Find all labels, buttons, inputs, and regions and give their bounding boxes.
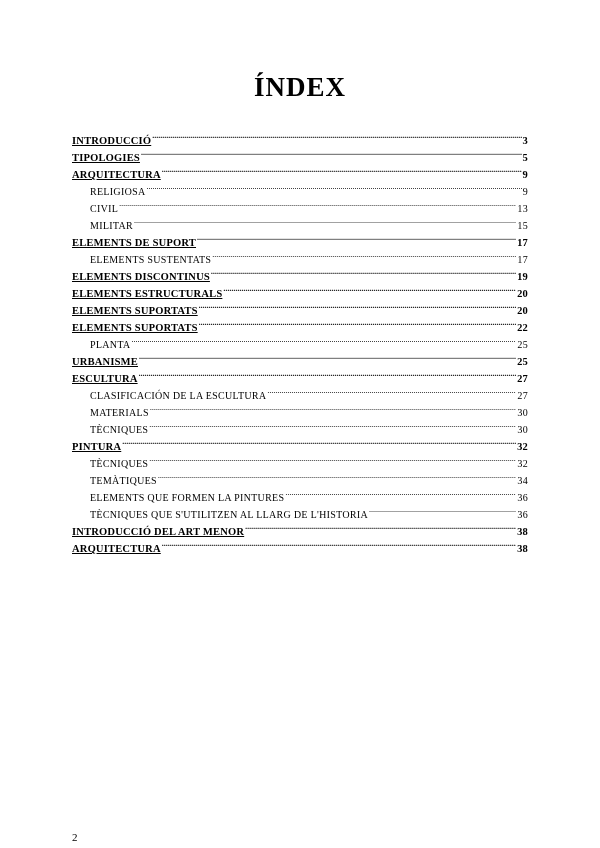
toc-entry-page: 15 xyxy=(517,221,528,232)
toc-dot-leader xyxy=(146,178,521,195)
toc-entry-page: 17 xyxy=(517,238,528,249)
toc-entry-label[interactable]: INTRODUCCIÓ DEL ART MENOR xyxy=(72,527,245,538)
toc-entry[interactable] xyxy=(72,229,528,249)
toc-entry-page: 32 xyxy=(517,459,528,470)
toc-entry-label[interactable]: ELEMENTS SUPORTATS xyxy=(72,306,198,317)
toc-entry-page: 30 xyxy=(517,408,528,419)
toc-dot-leader xyxy=(150,399,517,416)
toc-entry-label[interactable]: ESCULTURA xyxy=(72,374,138,385)
toc-entry-label[interactable]: ELEMENTS QUE FORMEN LA PINTURES xyxy=(90,493,285,504)
toc-dot-leader xyxy=(149,416,516,433)
toc-dot-leader xyxy=(119,195,516,212)
toc-entry[interactable] xyxy=(72,161,528,181)
toc-entry-page: 20 xyxy=(517,306,528,317)
toc-entry-label[interactable]: ARQUITECTURA xyxy=(72,170,161,181)
toc-entry-page: 32 xyxy=(517,442,528,453)
toc-entry[interactable] xyxy=(72,127,528,147)
toc-dot-leader xyxy=(122,433,516,450)
toc-entry-page: 34 xyxy=(517,476,528,487)
toc-dot-leader xyxy=(199,314,516,331)
toc-dot-leader xyxy=(197,229,516,246)
toc-entry-page: 36 xyxy=(517,493,528,504)
toc-entry-page: 22 xyxy=(517,323,528,334)
toc-entry-label[interactable]: ARQUITECTURA xyxy=(72,544,161,555)
toc-entry-label[interactable]: ELEMENTS DE SUPORT xyxy=(72,238,197,249)
toc-entry[interactable] xyxy=(72,195,528,215)
toc-entry-page: 38 xyxy=(517,544,528,555)
toc-dot-leader xyxy=(285,484,516,501)
toc-entry-page: 5 xyxy=(522,153,528,164)
toc-entry-label[interactable]: TIPOLOGIES xyxy=(72,153,140,164)
toc-entry-label[interactable]: INTRODUCCIÓ xyxy=(72,136,152,147)
toc-entry-page: 30 xyxy=(517,425,528,436)
toc-entry-page: 36 xyxy=(517,510,528,521)
toc-entry-label[interactable]: MATERIALS xyxy=(90,408,149,419)
toc-entry-label[interactable]: TÈCNIQUES xyxy=(90,459,149,470)
toc-entry-page: 25 xyxy=(517,357,528,368)
toc-entry[interactable] xyxy=(72,382,528,402)
toc-entry-label[interactable]: TEMÀTIQUES xyxy=(90,476,157,487)
toc-entry-label[interactable]: PINTURA xyxy=(72,442,122,453)
table-of-contents xyxy=(72,127,528,555)
toc-dot-leader xyxy=(158,467,517,484)
toc-entry-label[interactable]: TÈCNIQUES QUE S'UTILITZEN AL LLARG DE L'HISTORIA xyxy=(90,510,368,521)
toc-entry-label[interactable]: ELEMENTS SUSTENTATS xyxy=(90,255,212,266)
toc-dot-leader xyxy=(211,263,516,280)
toc-dot-leader xyxy=(131,331,516,348)
toc-entry-label[interactable]: TÈCNIQUES xyxy=(90,425,149,436)
toc-dot-leader xyxy=(162,161,522,178)
toc-dot-leader xyxy=(134,212,516,229)
page-number: 2 xyxy=(72,832,78,844)
toc-entry-label[interactable]: CIVIL xyxy=(90,204,119,215)
toc-entry[interactable] xyxy=(72,212,528,232)
toc-dot-leader xyxy=(139,348,516,365)
toc-entry-label[interactable]: ELEMENTS DISCONTINUS xyxy=(72,272,210,283)
toc-entry[interactable] xyxy=(72,144,528,164)
toc-entry-page: 25 xyxy=(517,340,528,351)
toc-entry-page: 19 xyxy=(517,272,528,283)
toc-dot-leader xyxy=(149,450,516,467)
toc-entry-label[interactable]: URBANISME xyxy=(72,357,138,368)
toc-entry-label[interactable]: ELEMENTS ESTRUCTURALS xyxy=(72,289,223,300)
toc-dot-leader xyxy=(199,297,516,314)
toc-entry-page: 27 xyxy=(517,374,528,385)
page-title: ÍNDEX xyxy=(253,72,346,102)
toc-entry[interactable] xyxy=(72,433,528,453)
toc-entry-page: 13 xyxy=(517,204,528,215)
toc-entry[interactable] xyxy=(72,450,528,470)
toc-entry-page: 17 xyxy=(517,255,528,266)
toc-dot-leader xyxy=(245,518,516,535)
toc-entry[interactable] xyxy=(72,365,528,385)
toc-dot-leader xyxy=(141,144,522,161)
toc-entry[interactable] xyxy=(72,331,528,351)
toc-entry-label[interactable]: PLANTA xyxy=(90,340,131,351)
toc-entry[interactable] xyxy=(72,348,528,368)
toc-entry-page: 9 xyxy=(522,187,528,198)
toc-dot-leader xyxy=(212,246,516,263)
toc-dot-leader xyxy=(223,280,516,297)
toc-dot-leader xyxy=(139,365,516,382)
toc-entry-page: 9 xyxy=(522,170,528,181)
toc-dot-leader xyxy=(162,535,516,552)
toc-entry-label[interactable]: CLASIFICACIÓN DE LA ESCULTURA xyxy=(90,391,267,402)
toc-dot-leader xyxy=(369,501,516,518)
toc-entry-label[interactable]: RELIGIOSA xyxy=(90,187,146,198)
toc-dot-leader xyxy=(267,382,516,399)
toc-entry-page: 3 xyxy=(522,136,528,147)
toc-entry-page: 38 xyxy=(517,527,528,538)
toc-dot-leader xyxy=(152,127,521,144)
toc-entry-page: 27 xyxy=(517,391,528,402)
toc-entry-label[interactable]: ELEMENTS SUPORTATS xyxy=(72,323,198,334)
toc-entry-page: 20 xyxy=(517,289,528,300)
toc-entry-label[interactable]: MILITAR xyxy=(90,221,133,232)
